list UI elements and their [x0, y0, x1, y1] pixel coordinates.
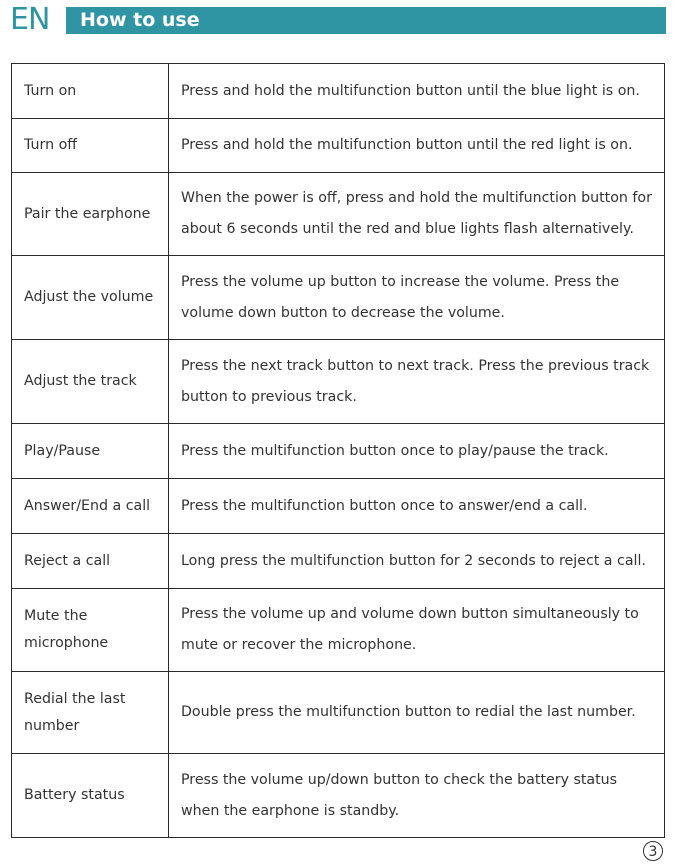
function-cell: Mute the microphone: [12, 589, 169, 672]
description-cell: When the power is off, press and hold the multifunction button for about 6 seconds until the red and blue lights flash alternatively.: [169, 173, 665, 256]
function-cell: Play/Pause: [12, 424, 169, 479]
table-row: [12, 119, 665, 173]
description-cell: Press and hold the multifunction button until the blue light is on.: [169, 64, 665, 119]
description-cell: Press and hold the multifunction button until the red light is on.: [169, 119, 665, 173]
description-cell: Press the volume up button to increase the volume. Press the volume down button to decrease the volume.: [169, 256, 665, 340]
page-number: 3: [643, 841, 663, 861]
function-cell: Adjust the track: [12, 340, 169, 424]
description-cell: Press the multifunction button once to answer/end a call.: [169, 479, 665, 534]
function-cell: Battery status: [12, 754, 169, 838]
table-row: [12, 672, 665, 754]
description-cell: Press the next track button to next track. Press the previous track button to previous track.: [169, 340, 665, 424]
function-cell: Answer/End a call: [12, 479, 169, 534]
function-cell: Redial the last number: [12, 672, 169, 754]
table-row: [12, 340, 665, 424]
function-cell: Reject a call: [12, 534, 169, 589]
description-cell: Long press the multifunction button for 2 seconds to reject a call.: [169, 534, 665, 589]
instructions-table: [11, 63, 665, 838]
table-row: [12, 754, 665, 838]
table-row: [12, 64, 665, 119]
function-cell: Turn off: [12, 119, 169, 173]
section-title: How to use: [80, 9, 200, 31]
language-label: EN: [10, 2, 50, 37]
function-cell: Pair the earphone: [12, 173, 169, 256]
table-row: [12, 589, 665, 672]
function-cell: Adjust the volume: [12, 256, 169, 340]
description-cell: Press the volume up/down button to check the battery status when the earphone is standby.: [169, 754, 665, 838]
table-row: [12, 479, 665, 534]
function-cell: Turn on: [12, 64, 169, 119]
table-row: [12, 256, 665, 340]
section-header: [10, 2, 666, 37]
description-cell: Double press the multifunction button to redial the last number.: [169, 672, 665, 754]
title-bar: [66, 7, 666, 34]
table-row: [12, 173, 665, 256]
table-row: [12, 534, 665, 589]
description-cell: Press the multifunction button once to play/pause the track.: [169, 424, 665, 479]
table-row: [12, 424, 665, 479]
description-cell: Press the volume up and volume down button simultaneously to mute or recover the microphone.: [169, 589, 665, 672]
